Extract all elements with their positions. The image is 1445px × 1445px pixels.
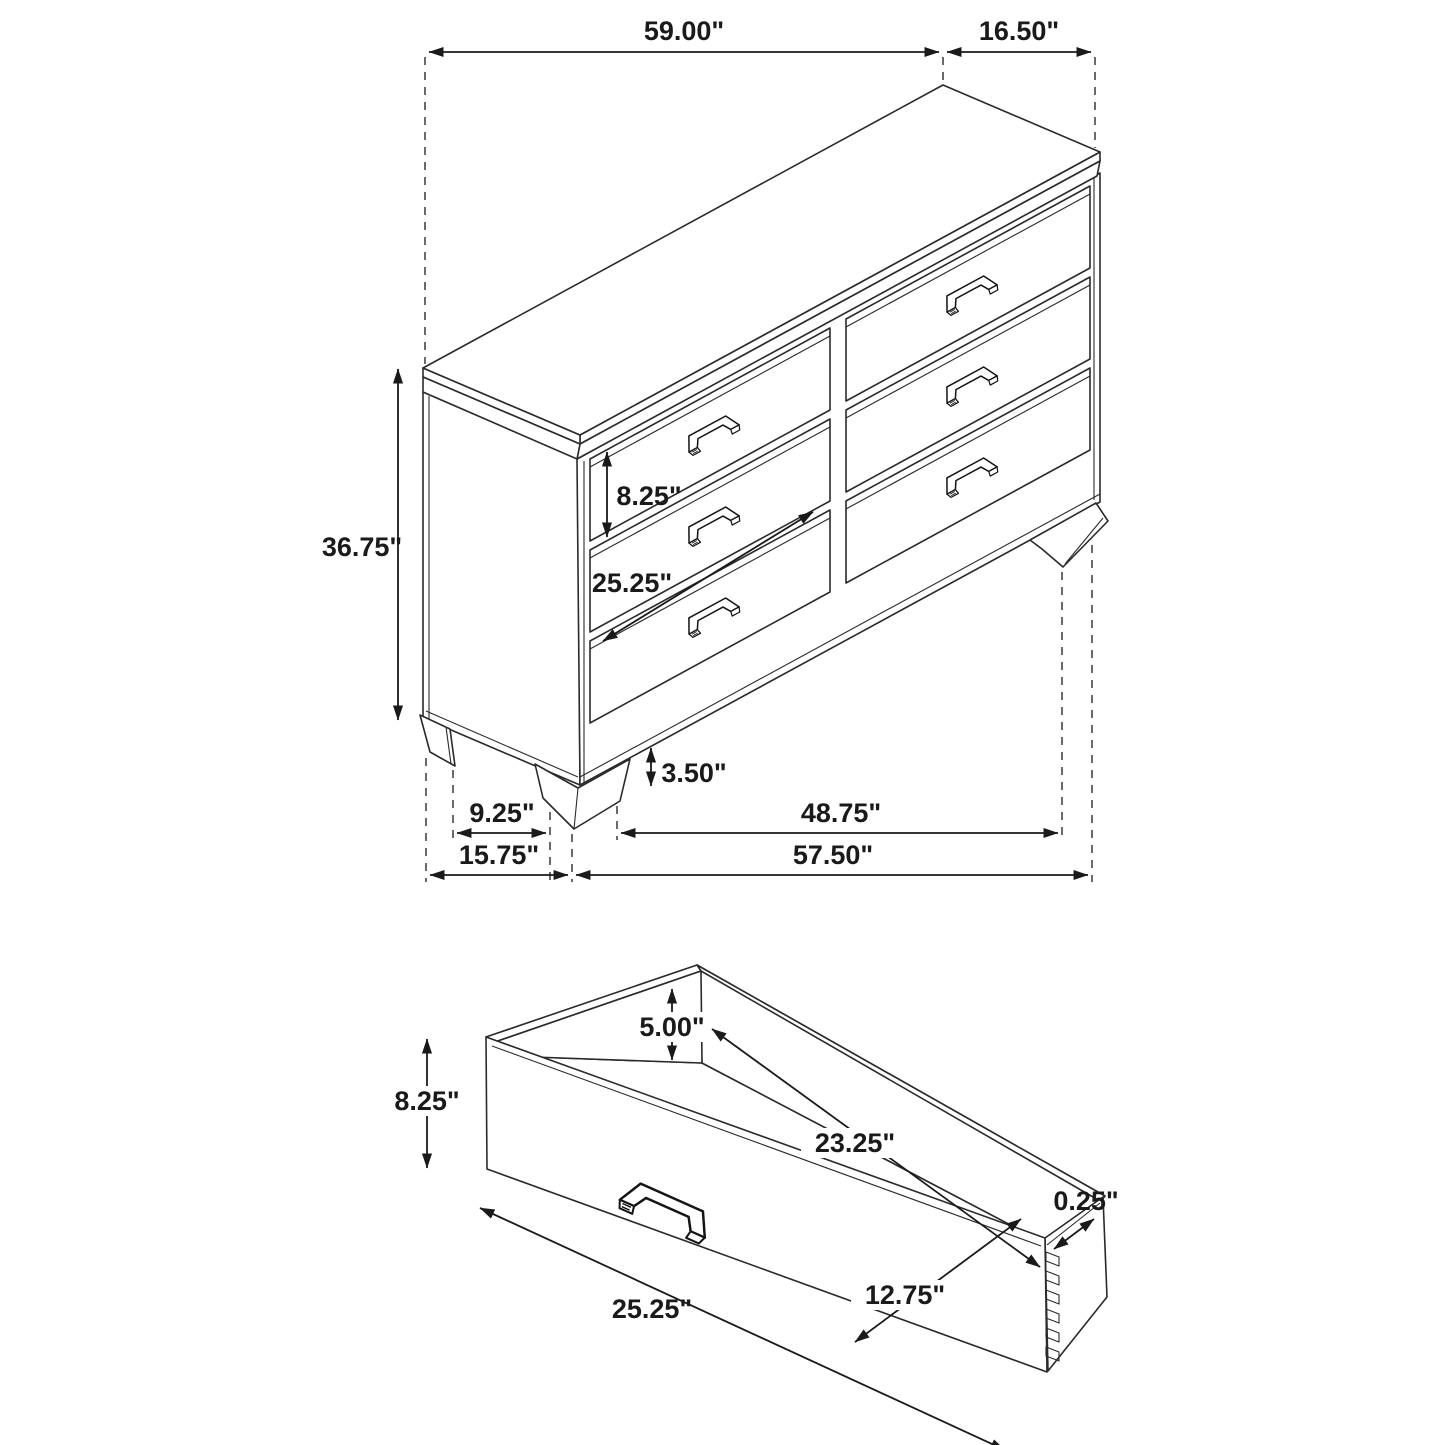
dresser-body (423, 85, 1100, 787)
dim-side-floor-depth-label: 15.75" (458, 840, 540, 870)
dim-drawer-wall-thickness-label: 0.25" (1053, 1186, 1119, 1216)
dim-drawer-front-height (383, 1039, 471, 1168)
dim-drawer-inner-depth-label: 12.75" (864, 1280, 946, 1310)
dim-back-feet-gap-label: 9.25" (469, 798, 535, 828)
dim-top-width (429, 16, 939, 52)
dim-top-depth-label: 16.50" (978, 16, 1060, 46)
dim-top-width-label: 59.00" (643, 16, 725, 46)
dim-side-floor-depth (430, 840, 568, 875)
drawer-view (383, 965, 1119, 1445)
dim-drawer-front-width-label: 25.25" (611, 1294, 693, 1324)
dim-top-depth (947, 16, 1091, 52)
dim-drawer-inner-height-label: 5.00" (639, 1012, 705, 1042)
dim-foot-height (651, 748, 727, 788)
dim-front-feet-span-label: 48.75" (800, 798, 882, 828)
dim-drawer-front-height-label: 8.25" (616, 481, 682, 511)
drawer-body (486, 965, 1107, 1372)
dim-floor-width (576, 840, 1088, 875)
dim-front-feet-span (621, 798, 1058, 833)
dim-floor-width-label: 57.50" (792, 840, 874, 870)
dim-drawer-inner-length-label: 23.25" (814, 1128, 896, 1158)
dresser-side-panel (423, 392, 580, 785)
dim-overall-height-label: 36.75" (321, 532, 403, 562)
dim-back-feet-gap (457, 798, 546, 833)
dim-foot-height-label: 3.50" (661, 758, 727, 788)
dim-overall-height (322, 369, 402, 720)
dim-drawer-front-height-label: 8.25" (394, 1086, 460, 1116)
dim-drawer-front-width-label: 25.25" (591, 568, 673, 598)
dresser-view (322, 16, 1108, 882)
